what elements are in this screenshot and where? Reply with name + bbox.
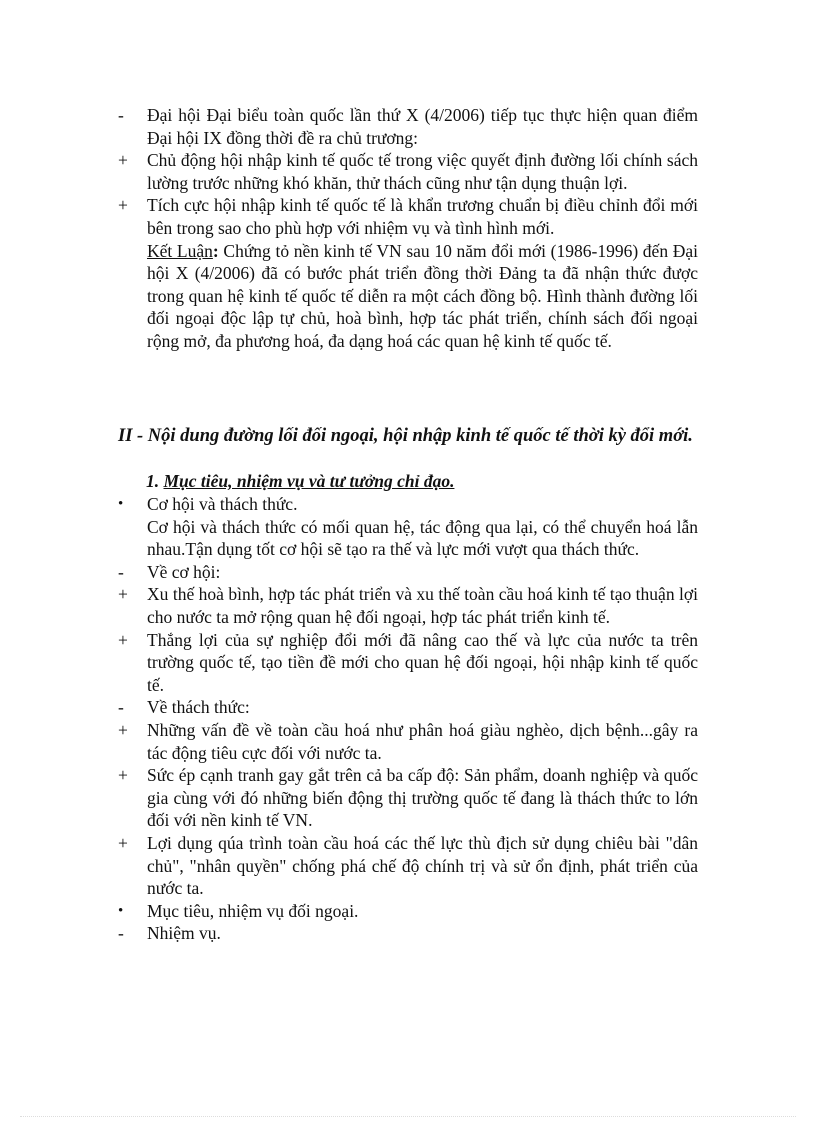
section-2 [118,493,698,945]
page-bottom-divider [20,1116,796,1117]
list-item [118,194,698,239]
list-item [118,696,698,719]
dash-marker: - [118,923,124,944]
plus-marker: + [118,765,128,786]
paragraph-text: Xu thế hoà bình, hợp tác phát triển và xu thế toàn cầu hoá kinh tế tạo thuận lợi cho nước ta mở rộng quan hệ đối ngoại, hợp tác phát triển kinh tế. [147,584,698,627]
paragraph-text: Tích cực hội nhập kinh tế quốc tế là khẩn trương chuẩn bị điều chỉnh đổi mới bên trong sao cho phù hợp với nhiệm vụ và tình hình mới. [147,195,698,238]
paragraph-text: Cơ hội và thách thức có mối quan hệ, tác động qua lại, có thể chuyển hoá lẫn nhau.Tận dụng tốt cơ hội sẽ tạo ra thế và lực mới vượt qua thách thức. [147,516,698,560]
dash-marker: - [118,697,124,718]
conclusion-text: Chứng tỏ nền kinh tế VN sau 10 năm đổi mới (1986-1996) đến Đại hội X (4/2006) đã có bước phát triển đồng thời Đảng ta đã nhận thức được trong quan hệ kinh tế quốc tế diễn ra một cách đồng bộ. Hình thành đường lối đối ngoại độc lập tự chủ, hoà bình, hợp tác phát triển, chính sách đối ngoại rộng mở, đa phương hoá, đa dạng hoá các quan hệ kinh tế quốc tế. [147,240,699,351]
bullet-marker: • [118,496,124,512]
paragraph-text: Lợi dụng qúa trình toàn cầu hoá các thế lực thù địch sử dụng chiêu bài "dân chủ", "nhân quyền" chống phá chế độ chính trị và sử ổn định, phát triển của nước ta. [147,832,698,899]
list-item [118,832,698,900]
dash-marker: - [118,561,124,582]
conclusion-paragraph [118,240,698,353]
paragraph-text: Chủ động hội nhập kinh tế quốc tế trong việc quyết định đường lối chính sách lường trước những khó khăn, thử thách cũng như tận dụng thuận lợi. [147,150,698,193]
bullet-marker: • [118,902,124,919]
paragraph-text: Cơ hội và thách thức. [147,494,298,514]
paragraph-text: Thắng lợi của sự nghiệp đổi mới đã nâng cao thế và lực của nước ta trên trường quốc tế, tạo tiền đề mới cho quan hệ đối ngoại, hội nhập kinh tế quốc tế. [147,629,698,695]
list-item [118,629,698,697]
conclusion-colon: : [212,240,224,261]
paragraph-text: Đại hội Đại biểu toàn quốc lần thứ X (4/2006) tiếp tục thực hiện quan điểm Đại hội IX đồng thời đề ra chủ trương: [147,105,698,148]
dash-marker: - [118,105,124,125]
paragraph-text: Những vấn đề về toàn cầu hoá như phân hoá giàu nghèo, dịch bệnh...gây ra tác động tiêu cực đối với nước ta. [147,719,698,763]
paragraph-text: Về cơ hội: [147,561,221,582]
paragraph-text: Mục tiêu, nhiệm vụ đối ngoại. [147,900,359,921]
list-item [118,104,698,149]
paragraph-text: Nhiệm vụ. [147,923,221,944]
plus-marker: + [118,150,128,171]
list-item [118,719,698,764]
plus-marker: + [118,832,128,853]
list-item [118,764,698,832]
subsection-heading [146,470,454,492]
plus-marker: + [118,195,128,216]
section-heading: II - Nội dung đường lối đối ngoại, hội nhập kinh tế quốc tế thời kỳ đổi mới. [118,426,693,446]
list-item [118,900,698,923]
list-item [118,493,698,516]
paragraph-text: Về thách thức: [147,697,250,718]
plus-marker: + [118,584,128,605]
list-item [118,922,698,945]
list-item [118,561,698,584]
plus-marker: + [118,719,128,740]
paragraph-text: Sức ép cạnh tranh gay gắt trên cả ba cấp độ: Sản phẩm, doanh nghiệp và quốc gia cùng với đó những biến động thị trường quốc tế đang là thách thức to lớn đối với nền kinh tế VN. [147,765,698,831]
section-1 [118,104,698,353]
plus-marker: + [118,629,128,650]
list-item [118,149,698,194]
conclusion-label: Kết Luận [147,240,213,261]
subsection-title: Mục tiêu, nhiệm vụ và tư tưởng chỉ đạo. [163,471,455,491]
list-item [118,583,698,628]
subsection-number: 1. [146,471,160,491]
